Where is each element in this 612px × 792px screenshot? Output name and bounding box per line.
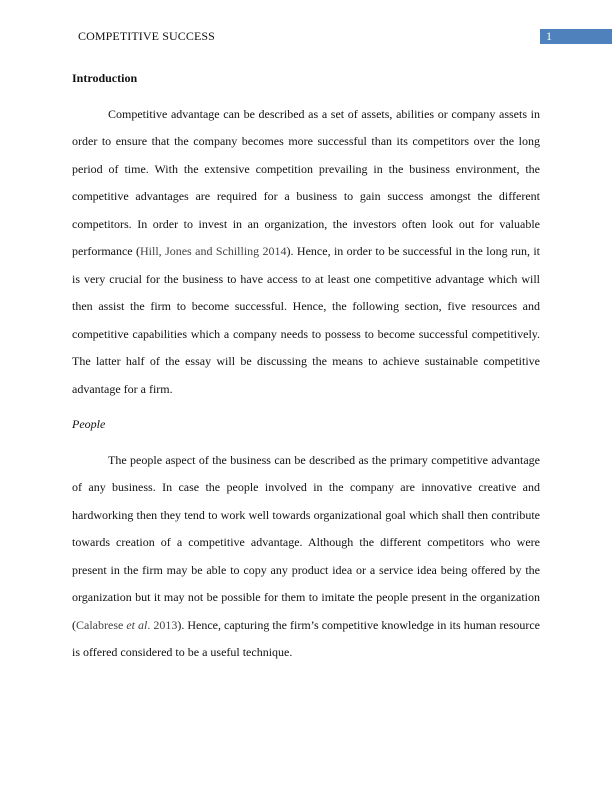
introduction-paragraph — [72, 101, 540, 404]
citation-calabrese-etal: et al — [126, 617, 148, 632]
citation-calabrese-author: Calabrese — [76, 617, 127, 632]
page-number-badge — [540, 29, 612, 44]
citation-calabrese — [76, 618, 177, 632]
introduction-text-start: Competitive advantage can be described as a set of assets, abilities or company assets in order to ensure that the company becomes more successful than its competitors over the long period of time. With the extensive competition prevailing in the business environment, the competitive advantages are required for a business to gain success amongst the different competitors. In order to invest in an organization, the investors often look out for valuable performance ( — [72, 106, 540, 258]
citation-calabrese-year: . 2013 — [147, 617, 178, 632]
introduction-heading: Introduction — [72, 71, 138, 85]
introduction-text-end: ). Hence, in order to be successful in the long run, it is very crucial for the business to have access to at least one competitive advantage which will then assist the firm to become successful. Hence, the following section, five resources and competitive capabilities which a company needs to possess to become successful competitively. The latter half of the essay will be discussing the means to achieve sustainable competitive advantage for a firm. — [72, 244, 541, 396]
people-paragraph — [72, 447, 540, 667]
people-heading: People — [72, 417, 106, 431]
page-number: 1 — [546, 29, 552, 43]
people-text-start: The people aspect of the business can be described as the primary competitive advantage of any business. In case the people involved in the company are innovative creative and hardworking then they tend to work well towards organizational goal which shall then contribute towards creation of a competitive advantage. Although the different competitors who were present in the firm may be able to copy any product idea or a service idea being offered by the organization but it may not be possible for them to imitate the people present in the organization ( — [72, 452, 540, 632]
document-body — [72, 65, 540, 667]
people-text-end: ). Hence, capturing the firm’s competitive knowledge in its human resource is offered considered to be a useful technique. — [72, 617, 541, 659]
citation-hill-jones-schilling: Hill, Jones and Schilling 2014 — [140, 244, 287, 258]
running-head: COMPETITIVE SUCCESS — [78, 29, 215, 43]
